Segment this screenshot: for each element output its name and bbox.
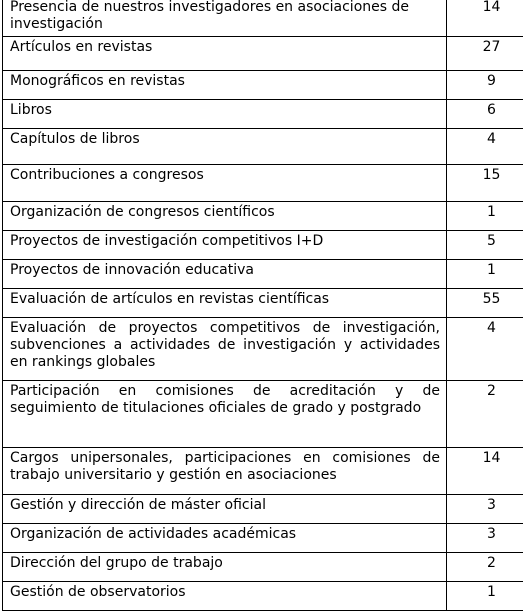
- activity-label-cell: Gestión y dirección de máster oficial: [3, 495, 447, 524]
- activity-label-cell: Gestión de observatorios: [3, 582, 447, 611]
- activity-label-cell: Proyectos de innovación educativa: [3, 260, 447, 289]
- table-row: [3, 553, 523, 582]
- table-row: [3, 524, 523, 553]
- table-row: [3, 71, 523, 100]
- table-row: [3, 495, 523, 524]
- activity-label-cell: Organización de congresos científicos: [3, 202, 447, 231]
- table-row: [3, 37, 523, 71]
- activity-count-cell: 1: [447, 260, 523, 289]
- activity-count-cell: 3: [447, 524, 523, 553]
- table-row: [3, 129, 523, 165]
- activity-label-cell: Participación en comisiones de acreditación y de seguimiento de titulaciones oficiales de grado y postgrado: [3, 381, 447, 448]
- activity-label-cell: Proyectos de investigación competitivos I+D: [3, 231, 447, 260]
- activity-count-cell: 3: [447, 495, 523, 524]
- activity-count-cell: 4: [447, 318, 523, 381]
- activity-label-cell: Organización de actividades académicas: [3, 524, 447, 553]
- activity-label-cell: Dirección del grupo de trabajo: [3, 553, 447, 582]
- activity-label-cell: Cargos unipersonales, participaciones en comisiones de trabajo universitario y gestión en asociaciones: [3, 448, 447, 495]
- activity-label-cell: Evaluación de proyectos competitivos de investigación, subvenciones a actividades de investigación y actividades en rankings globales: [3, 318, 447, 381]
- activity-count-cell: 14: [447, 448, 523, 495]
- table-row: [3, 231, 523, 260]
- table-row: [3, 448, 523, 495]
- activity-label-cell: Artículos en revistas: [3, 37, 447, 71]
- activity-count-cell: 1: [447, 202, 523, 231]
- table-row: [3, 381, 523, 448]
- table-row: [3, 289, 523, 318]
- table-row: [3, 100, 523, 129]
- activity-count-cell: 15: [447, 165, 523, 202]
- activity-count-cell: 2: [447, 381, 523, 448]
- activity-label-cell: Libros: [3, 100, 447, 129]
- activity-count-cell: 2: [447, 553, 523, 582]
- activity-label-cell: Contribuciones a congresos: [3, 165, 447, 202]
- table-row: [3, 165, 523, 202]
- table-row: [3, 202, 523, 231]
- activity-table: [2, 0, 523, 611]
- activity-count-cell: 6: [447, 100, 523, 129]
- activity-count-cell: 5: [447, 231, 523, 260]
- activity-count-cell: 14: [447, 0, 523, 37]
- activity-label-cell: Monográficos en revistas: [3, 71, 447, 100]
- activity-count-cell: 27: [447, 37, 523, 71]
- activity-count-cell: 9: [447, 71, 523, 100]
- activity-label-cell: Presencia de nuestros investigadores en asociaciones de investigación: [3, 0, 447, 37]
- activity-label-cell: Capítulos de libros: [3, 129, 447, 165]
- table-row: [3, 0, 523, 37]
- activity-table-body: [3, 0, 523, 611]
- table-row: [3, 318, 523, 381]
- table-row: [3, 582, 523, 611]
- activity-count-cell: 4: [447, 129, 523, 165]
- activity-count-cell: 55: [447, 289, 523, 318]
- activity-label-cell: Evaluación de artículos en revistas científicas: [3, 289, 447, 318]
- activity-count-cell: 1: [447, 582, 523, 611]
- table-row: [3, 260, 523, 289]
